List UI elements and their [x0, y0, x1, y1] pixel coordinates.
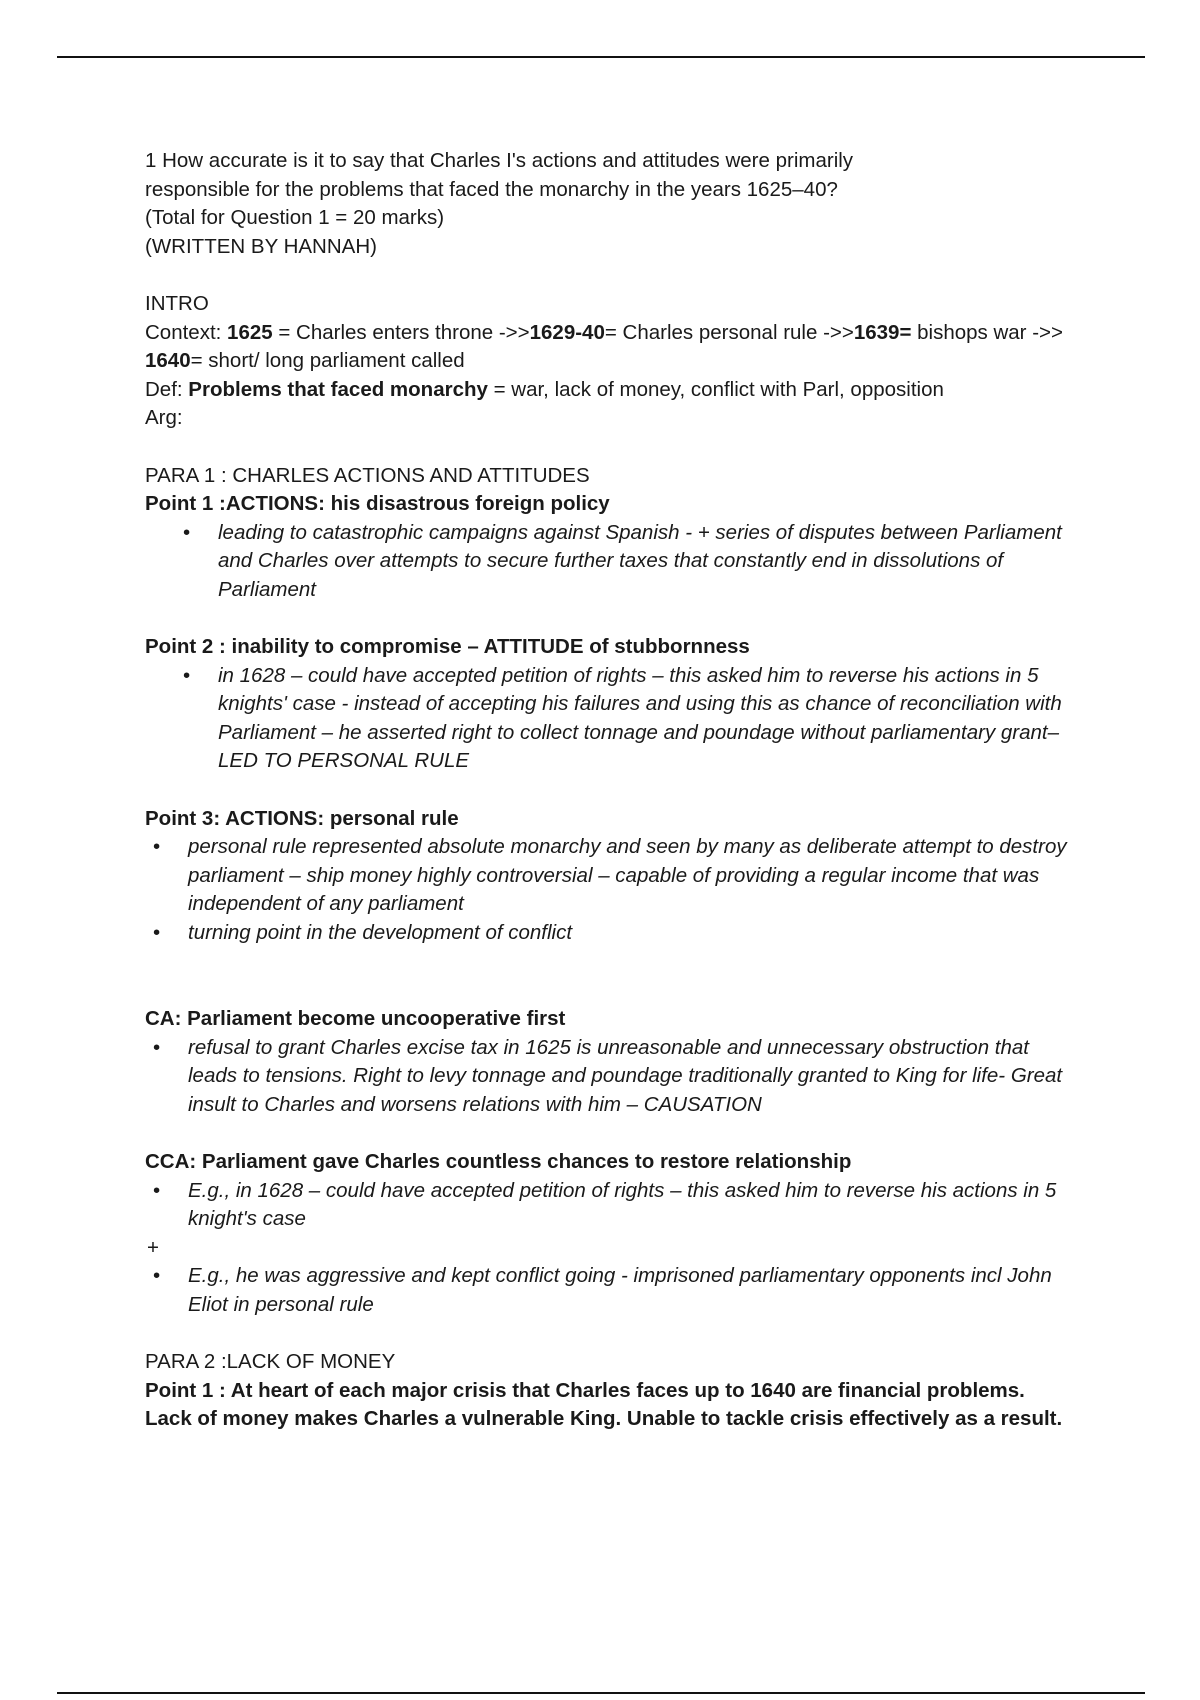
question-author: (WRITTEN BY HANNAH): [145, 234, 377, 258]
cca-bullet-list-1: [145, 1177, 1075, 1234]
para1-heading: PARA 1 : CHARLES ACTIONS AND ATTITUDES: [145, 463, 590, 487]
list-item: • in 1628 – could have accepted petition of rights – this asked him to reverse his actions in 5 knights' case - instead of accepting his failures and using this as chance of reconciliation with Parliament – he asserted right to collect tonnage and poundage without parliamentary grant– LED TO PERSONAL RULE: [145, 662, 1075, 776]
para2-point1: Point 1 : At heart of each major crisis that Charles faces up to 1640 are financial problems. Lack of money makes Charles a vulnerable King. Unable to tackle crisis effectively as a result.: [145, 1378, 1063, 1430]
ca-bullet-list: [145, 1034, 1075, 1120]
list-item: • refusal to grant Charles excise tax in 1625 is unreasonable and unnecessary obstruction that leads to tensions. Right to levy tonnage and poundage traditionally granted to King for life- Great insult to Charles and worsens relations with him – CAUSATION: [145, 1034, 1075, 1120]
para1-point2: Point 2 : inability to compromise – ATTITUDE of stubbornness: [145, 635, 750, 658]
para1-point3: Point 3: ACTIONS: personal rule: [145, 806, 459, 830]
para2-heading: PARA 2 :LACK OF MONEY: [145, 1350, 396, 1373]
plus-sign: +: [147, 1235, 159, 1259]
counter-argument: CA: Parliament become uncooperative first: [145, 1007, 566, 1030]
intro-definition: Def: Problems that faced monarchy = war, lack of money, conflict with Parl, opposition: [145, 377, 944, 401]
point3-bullet-list: [145, 833, 1075, 947]
question-line-2: responsible for the problems that faced the monarchy in the years 1625–40?: [145, 177, 838, 201]
question-marks: (Total for Question 1 = 20 marks): [145, 206, 445, 229]
list-item: • E.g., in 1628 – could have accepted petition of rights – this asked him to reverse his actions in 5 knight's case: [145, 1177, 1075, 1234]
counter-counter-argument: CCA: Parliament gave Charles countless chances to restore relationship: [145, 1150, 852, 1173]
list-item: • turning point in the development of conflict: [145, 919, 1075, 948]
header-rule: [57, 56, 1145, 58]
list-item: • personal rule represented absolute monarchy and seen by many as deliberate attempt to destroy parliament – ship money highly controversial – capable of providing a regular income that was independent of any parliament: [145, 833, 1075, 919]
point1-bullet-list: [145, 519, 1075, 605]
para1-point1: Point 1 :ACTIONS: his disastrous foreign policy: [145, 492, 610, 515]
intro-argument: Arg:: [145, 406, 183, 429]
footer-rule: [57, 1692, 1145, 1694]
intro-context: Context: 1625 = Charles enters throne ->>1629-40= Charles personal rule ->>1639= bishops war ->> 1640= short/ long parliament called: [145, 320, 1063, 372]
intro-heading: INTRO: [145, 292, 209, 315]
question-line-1: 1 How accurate is it to say that Charles I's actions and attitudes were primarily: [145, 149, 854, 172]
document-body: [145, 147, 1075, 1434]
point2-bullet-list: [145, 662, 1075, 776]
cca-bullet-list-2: [145, 1262, 1075, 1319]
list-item: • leading to catastrophic campaigns against Spanish - + series of disputes between Parliament and Charles over attempts to secure further taxes that constantly end in dissolutions of Parliament: [145, 519, 1075, 605]
list-item: • E.g., he was aggressive and kept conflict going - imprisoned parliamentary opponents incl John Eliot in personal rule: [145, 1262, 1075, 1319]
